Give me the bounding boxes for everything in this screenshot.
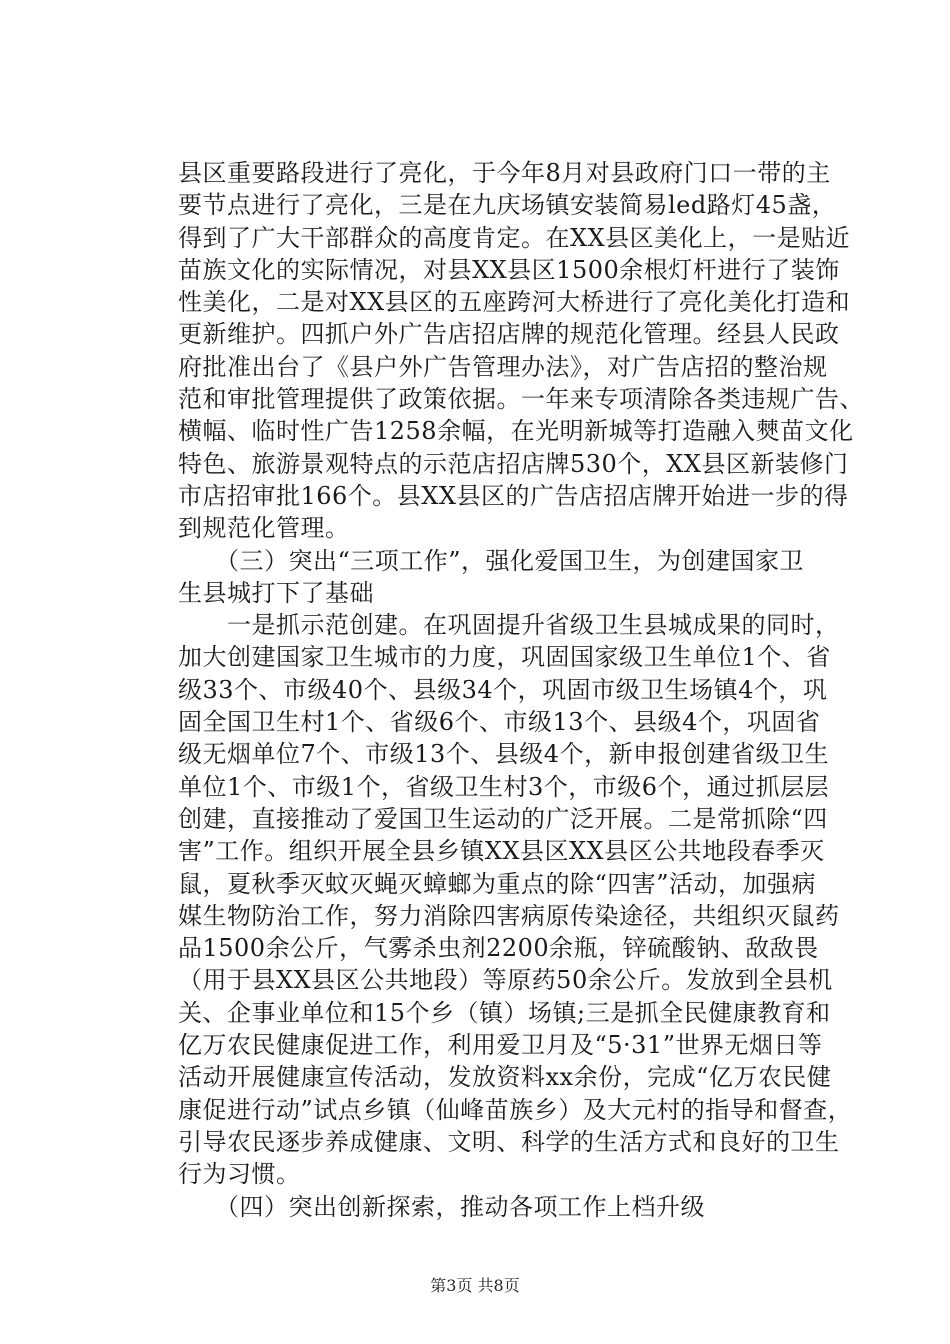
text-line: 行为习惯。 xyxy=(178,1160,301,1189)
text-line: 级33个、市级40个、县级34个，巩固市级卫生场镇4个，巩 xyxy=(178,675,828,704)
text-line: 市店招审批166个。县XX县区的广告店招店牌开始进一步的得 xyxy=(178,481,849,510)
text-line: 活动开展健康宣传活动，发放资料xx余份，完成“亿万农民健 xyxy=(178,1063,832,1092)
section-heading-3: （三）突出“三项工作”，强化爱国卫生，为创建国家卫 xyxy=(178,546,805,575)
text-line: 一是抓示范创建。在巩固提升省级卫生县城成果的同时， xyxy=(178,611,840,640)
text-line: 级无烟单位7个、市级13个、县级4个，新申报创建省级卫生 xyxy=(178,740,830,769)
text-line: 得到了广大干部群众的高度肯定。在XX县区美化上，一是贴近 xyxy=(178,223,851,252)
text-line: 单位1个、市级1个，省级卫生村3个，市级6个，通过抓层层 xyxy=(178,772,830,801)
page-footer: 第3页 共8页 xyxy=(430,1276,520,1295)
text-line: 康促进行动”试点乡镇（仙峰苗族乡）及大元村的指导和督查， xyxy=(178,1095,853,1124)
text-line: 品1500余公斤，气雾杀虫剂2200余瓶，锌硫酸钠、敌敌畏 xyxy=(178,934,819,963)
text-line: 固全国卫生村1个、省级6个、市级13个、县级4个，巩固省 xyxy=(178,708,821,737)
text-line: （用于县XX县区公共地段）等原药50余公斤。发放到全县机 xyxy=(178,966,833,995)
text-line: 性美化，二是对XX县区的五座跨河大桥进行了亮化美化打造和 xyxy=(178,288,851,317)
section-heading-4: （四）突出创新探索，推动各项工作上档升级 xyxy=(178,1192,705,1221)
text-line: 到规范化管理。 xyxy=(178,514,350,543)
section-heading-3-cont: 生县城打下了基础 xyxy=(178,578,374,607)
text-line: 特色、旅游景观特点的示范店招店牌530个，XX县区新装修门 xyxy=(178,449,849,478)
text-line: 亿万农民健康促进工作，利用爱卫月及“5·31”世界无烟日等 xyxy=(178,1031,823,1060)
text-line: 更新维护。四抓户外广告店招店牌的规范化管理。经县人民政 xyxy=(178,320,840,349)
text-line: 苗族文化的实际情况，对县XX县区1500余根灯杆进行了装饰 xyxy=(178,255,840,284)
text-line: 要节点进行了亮化，三是在九庆场镇安装简易led路灯45盏， xyxy=(178,191,837,220)
body-text xyxy=(178,157,864,1223)
text-line: 创建，直接推动了爱国卫生运动的广泛开展。二是常抓除“四 xyxy=(178,804,828,833)
text-line: 鼠，夏秋季灭蚊灭蝇灭蟑螂为重点的除“四害”活动，加强病 xyxy=(178,869,817,898)
text-line: 关、企事业单位和15个乡（镇）场镇;三是抓全民健康教育和 xyxy=(178,998,831,1027)
text-line: 引导农民逐步养成健康、文明、科学的生活方式和良好的卫生 xyxy=(178,1127,840,1156)
text-line: 害”工作。组织开展全县乡镇XX县区XX县区公共地段春季灭 xyxy=(178,837,825,866)
text-line: 范和审批管理提供了政策依据。一年来专项清除各类违规广告、 xyxy=(178,385,864,414)
text-line: 媒生物防治工作，努力消除四害病原传染途径，共组织灭鼠药 xyxy=(178,901,840,930)
text-line: 加大创建国家卫生城市的力度，巩固国家级卫生单位1个、省 xyxy=(178,643,831,672)
text-line: 横幅、临时性广告1258余幅，在光明新城等打造融入僰苗文化 xyxy=(178,417,854,446)
text-line: 县区重要路段进行了亮化，于今年8月对县政府门口一带的主 xyxy=(178,159,831,187)
text-line: 府批准出台了《县户外广告管理办法》，对广告店招的整治规 xyxy=(178,352,828,381)
